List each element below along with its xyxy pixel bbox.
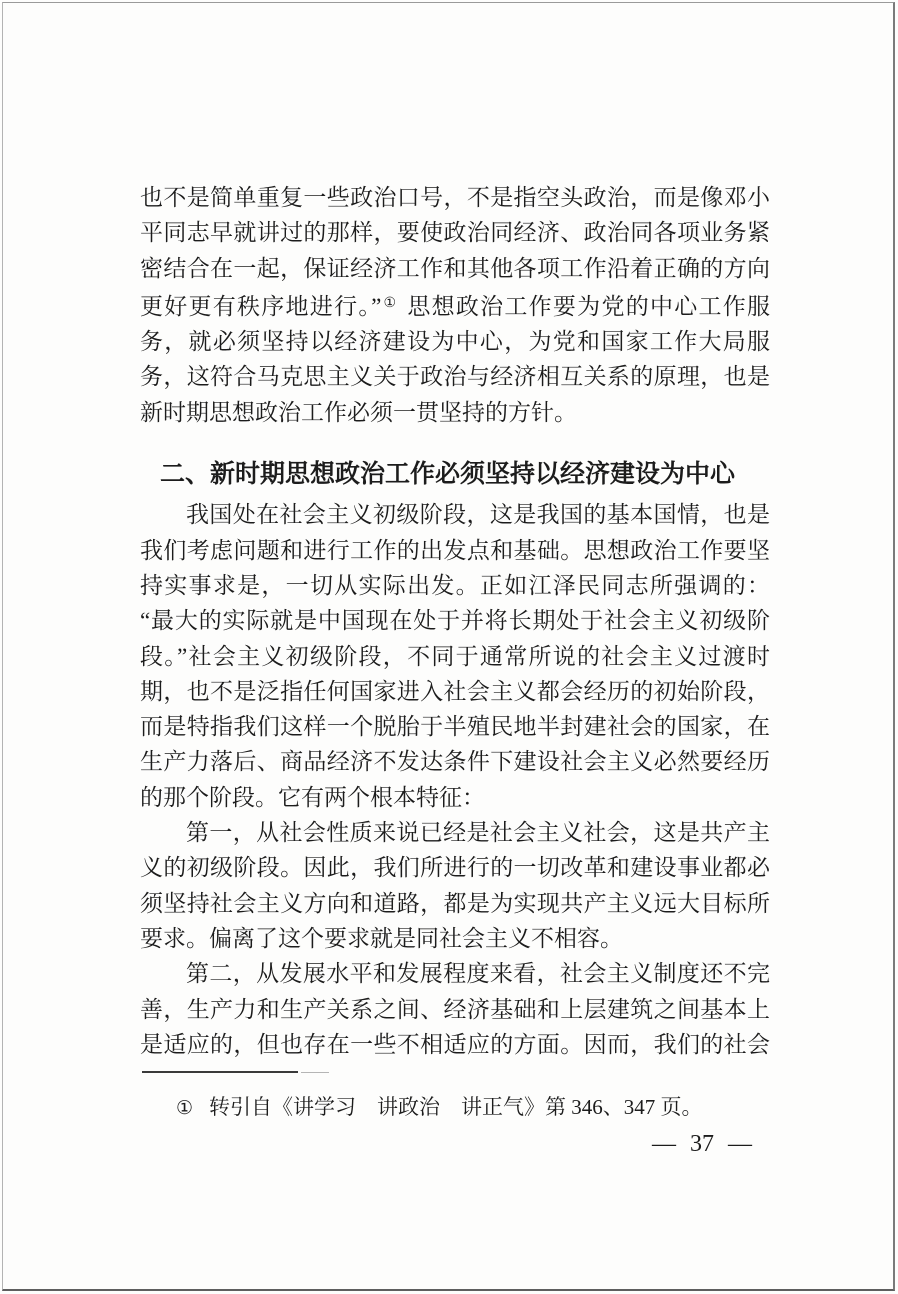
body-line: 而是特指我们这样一个脱胎于半殖民地半封建社会的国家，在 xyxy=(140,714,770,740)
body-line: 义的初级阶段。因此，我们所进行的一切改革和建设事业都必 xyxy=(140,855,770,881)
body-line: 的那个阶段。它有两个根本特征： xyxy=(140,784,485,810)
body-line: 须坚持社会主义方向和道路，都是为实现共产主义远大目标所 xyxy=(140,890,770,916)
body-line: 务，这符合马克思主义关于政治与经济相互关系的原理，也是 xyxy=(140,364,770,390)
body-line: 生产力落后、商品经济不发达条件下建设社会主义必然要经历 xyxy=(140,749,770,775)
body-text: 更好更有秩序地进行。” xyxy=(140,293,382,319)
text-column xyxy=(140,180,770,1062)
body-line: 务，就必须坚持以经济建设为中心，为党和国家工作大局服 xyxy=(140,329,770,355)
body-line-with-footnote-ref xyxy=(140,286,770,324)
body-line: 密结合在一起，保证经济工作和其他各项工作沿着正确的方向 xyxy=(140,255,770,281)
body-line: 是适应的，但也存在一些不相适应的方面。因而，我们的社会 xyxy=(140,1031,770,1057)
body-line: 要求。偏离了这个要求就是同社会主义不相容。 xyxy=(140,925,623,951)
body-line: 持实事求是，一切从实际出发。正如江泽民同志所强调的： xyxy=(140,572,770,598)
page-number-value: 37 xyxy=(690,1131,714,1157)
page-number-left-dash: — xyxy=(652,1131,676,1157)
footnote-text: 转引自《讲学习 讲政治 讲正气》第 346、347 页。 xyxy=(209,1095,703,1119)
body-text: 思想政治工作要为党的中心工作服 xyxy=(407,293,770,319)
body-line: “最大的实际就是中国现在处于并将长期处于社会主义初级阶 xyxy=(140,608,770,634)
footnote-divider xyxy=(142,1071,298,1073)
body-line: 段。”社会主义初级阶段，不同于通常所说的社会主义过渡时 xyxy=(140,643,770,669)
footnote xyxy=(176,1092,703,1124)
body-line: 第二，从发展水平和发展程度来看，社会主义制度还不完 xyxy=(186,961,770,987)
page-number-right-dash: — xyxy=(728,1131,752,1157)
body-line: 期，也不是泛指任何国家进入社会主义都会经历的初始阶段， xyxy=(140,678,770,704)
body-line: 也不是简单重复一些政治口号，不是指空头政治，而是像邓小 xyxy=(140,185,770,210)
body-line: 我国处在社会主义初级阶段，这是我国的基本国情，也是 xyxy=(186,502,770,528)
body-line: 第一，从社会性质来说已经是社会主义社会，这是共产主 xyxy=(186,820,770,846)
footnote-divider-tail xyxy=(301,1072,329,1073)
body-line: 新时期思想政治工作必须一贯坚持的方针。 xyxy=(140,399,577,425)
section-heading: 二、新时期思想政治工作必须坚持以经济建设为中心 xyxy=(160,460,736,489)
footnote-marker: ① xyxy=(176,1098,194,1119)
body-line: 善，生产力和生产关系之间、经济基础和上层建筑之间基本上 xyxy=(140,996,770,1022)
body-line: 平同志早就讲过的那样，要使政治同经济、政治同各项业务紧 xyxy=(140,220,770,246)
page-number xyxy=(652,1131,752,1158)
footnote-reference-mark: ① xyxy=(382,295,398,311)
body-line: 我们考虑问题和进行工作的出发点和基础。思想政治工作要坚 xyxy=(140,537,770,563)
